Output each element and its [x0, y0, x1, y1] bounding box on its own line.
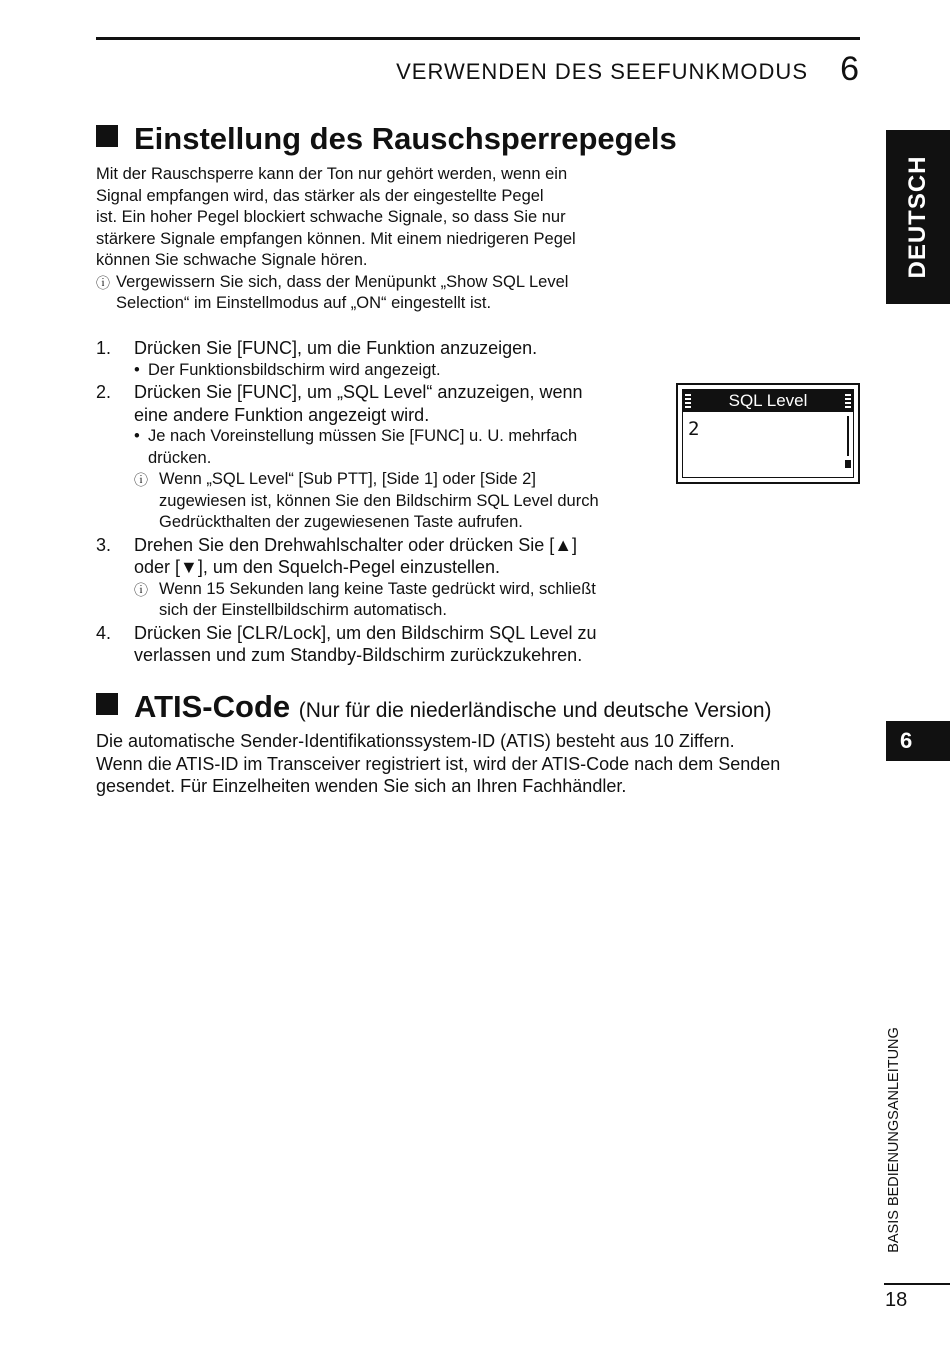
intro-paragraph — [96, 164, 656, 315]
language-tab — [886, 130, 950, 304]
section-title: ATIS-Code — [134, 689, 291, 724]
step-item — [96, 381, 656, 534]
bullet-text: drücken. — [148, 448, 212, 467]
lcd-value: 2 — [688, 418, 700, 440]
note-line: Vergewissern Sie sich, dass der Menüpunkt „Show SQL Level — [116, 272, 569, 291]
step-item — [96, 622, 656, 667]
step-line: verlassen und zum Standby-Bildschirm zurückzukehren. — [134, 645, 583, 665]
lcd-right-marker-icon — [845, 394, 851, 408]
section-subtitle: (Nur für die niederländische und deutsche Version) — [298, 699, 772, 722]
chapter-tab — [886, 721, 950, 761]
step-line: Drehen Sie den Drehwahlschalter oder drücken Sie [▲] — [134, 534, 578, 555]
section-heading — [96, 121, 677, 157]
step-note — [134, 469, 599, 534]
step-line: oder [▼], um den Squelch-Pegel einzustellen. — [134, 557, 501, 577]
note-line: Wenn 15 Sekunden lang keine Taste gedrückt wird, schließt — [159, 579, 596, 598]
black-square-icon — [96, 125, 118, 147]
manual-label-text: BASIS BEDIENUNGSANLEITUNG — [886, 1027, 902, 1253]
step-item — [96, 534, 656, 622]
step-line: Drücken Sie [FUNC], um die Funktion anzuzeigen. — [134, 338, 538, 358]
info-circle-icon: ⓘ — [134, 472, 148, 488]
step-list — [96, 337, 656, 667]
step-line: eine andere Funktion angezeigt wird. — [134, 404, 430, 425]
bullet-text: Je nach Voreinstellung müssen Sie [FUNC] u. U. mehrfach — [148, 427, 578, 445]
note-line: Gedrückthalten der zugewiesenen Taste aufrufen. — [159, 513, 523, 531]
running-header-title: VERWENDEN DES SEEFUNKMODUS — [396, 59, 808, 84]
note-line: Wenn „SQL Level“ [Sub PTT], [Side 1] oder [Side 2] — [159, 470, 536, 488]
note-line: sich der Einstellbildschirm automatisch. — [159, 601, 447, 619]
note-line: Selection“ im Einstellmodus auf „ON“ eingestellt ist. — [116, 294, 492, 312]
bullet-text: Der Funktionsbildschirm wird angezeigt. — [148, 360, 441, 379]
lcd-scrollbar — [847, 416, 849, 456]
info-note — [96, 272, 656, 315]
atis-line: Die automatische Sender-Identifikationssystem-ID (ATIS) besteht aus 10 Ziffern. — [96, 731, 735, 751]
section-title: Einstellung des Rauschsperrepegels — [134, 121, 677, 156]
step-number: 1. — [96, 338, 112, 358]
note-line: zugewiesen ist, können Sie den Bildschirm SQL Level durch — [159, 491, 599, 510]
language-tab-label: DEUTSCH — [904, 155, 931, 279]
chapter-tab-label: 6 — [900, 728, 913, 753]
step-item — [96, 337, 656, 381]
atis-line: Wenn die ATIS-ID im Transceiver registriert ist, wird der ATIS-Code nach dem Senden — [96, 753, 781, 774]
info-circle-icon: ⓘ — [96, 274, 110, 291]
lcd-title: SQL Level — [728, 391, 808, 410]
lcd-display — [682, 389, 854, 478]
lcd-scroll-thumb — [845, 460, 851, 468]
page-number: 18 — [885, 1289, 908, 1311]
lcd-screen-illustration — [676, 383, 860, 484]
atis-line: gesendet. Für Einzelheiten wenden Sie sich an Ihren Fachhändler. — [96, 776, 627, 796]
top-rule — [96, 37, 860, 40]
atis-paragraph — [96, 730, 856, 798]
footer-rule — [884, 1283, 950, 1285]
black-square-icon — [96, 693, 118, 715]
step-number: 3. — [96, 534, 112, 555]
running-header-chapter: 6 — [840, 50, 859, 88]
lcd-left-marker-icon — [685, 394, 691, 408]
step-number: 2. — [96, 382, 112, 402]
intro-line: können Sie schwache Signale hören. — [96, 251, 368, 269]
intro-line: Signal empfangen wird, das stärker als der eingestellte Pegel — [96, 186, 544, 205]
step-bullet: • Je nach Voreinstellung müssen Sie [FUNC] u. U. mehrfach drücken. — [134, 427, 578, 467]
step-number: 4. — [96, 622, 112, 643]
section-heading-atis — [96, 689, 772, 725]
step-note — [134, 579, 596, 622]
intro-line: ist. Ein hoher Pegel blockiert schwache Signale, so dass Sie nur — [96, 208, 566, 226]
intro-line: Mit der Rauschsperre kann der Ton nur gehört werden, wenn ein — [96, 165, 568, 183]
step-line: Drücken Sie [FUNC], um „SQL Level“ anzuzeigen, wenn — [134, 382, 583, 402]
lcd-title-bar — [683, 390, 853, 412]
intro-line: stärkere Signale empfangen können. Mit einem niedrigeren Pegel — [96, 229, 576, 248]
step-line: Drücken Sie [CLR/Lock], um den Bildschirm SQL Level zu — [134, 622, 597, 643]
step-bullet: • Der Funktionsbildschirm wird angezeigt. — [134, 360, 537, 382]
info-circle-icon: ⓘ — [134, 581, 148, 598]
